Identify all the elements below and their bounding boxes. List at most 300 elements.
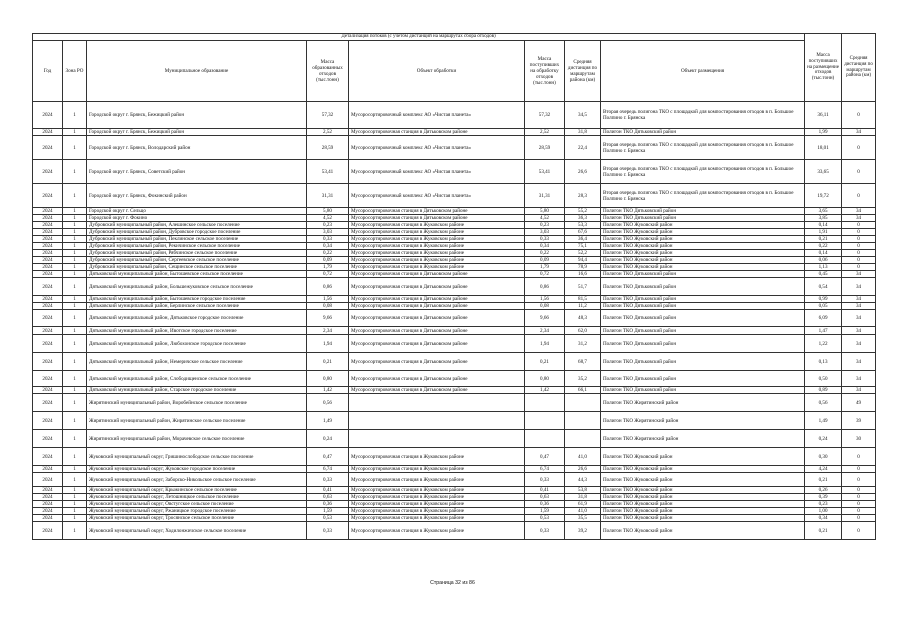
cell-distance-processed: 75,1 — [565, 243, 601, 250]
cell-zone: 1 — [63, 243, 87, 250]
cell-processing-object: Мусоросортировочная станция в Жуковском районе — [349, 448, 525, 466]
cell-distance-placed: 0 — [842, 250, 876, 257]
cell-distance-placed: 0 — [842, 243, 876, 250]
cell-distance-placed: 0 — [842, 229, 876, 236]
cell-municipality: Дятьковский муниципальный район, Ивотское городское поселение — [87, 327, 307, 335]
cell-processing-object: Мусоросортировочная станция в Дятьковском районе — [349, 296, 525, 303]
cell-municipality: Дятьковский муниципальный район, Немеричское сельское поселение — [87, 353, 307, 371]
cell-distance-placed: 0 — [842, 448, 876, 466]
cell-mass-placed: 36,11 — [805, 102, 842, 129]
cell-processing-object: Мусоросортировочная станция в Жуковском районе — [349, 473, 525, 487]
cell-placement-object: Полигон ТКО Дятьковский район — [601, 327, 805, 335]
cell-distance-placed: 34 — [842, 129, 876, 136]
cell-processing-object: Мусоросортировочная станция в Жуковском районе — [349, 487, 525, 494]
table-row — [33, 412, 876, 430]
cell-placement-object: Полигон ТКО Дятьковский район — [601, 208, 805, 215]
cell-distance-placed: 0 — [842, 184, 876, 208]
cell-zone: 1 — [63, 271, 87, 278]
cell-municipality: Дятьковский муниципальный район, Бытошевское сельское поселение — [87, 271, 307, 278]
cell-placement-object: Вторая очередь полигона ТКО с площадкой для компостирования отходов в п. Большое Полпино г. Брянска — [601, 160, 805, 184]
cell-mass-placed: 1,13 — [805, 264, 842, 271]
cell-zone: 1 — [63, 522, 87, 540]
cell-mass-generated: 0,56 — [307, 394, 349, 412]
cell-mass-processed: 0,86 — [525, 278, 565, 296]
cell-year: 2024 — [33, 215, 63, 222]
cell-zone: 1 — [63, 430, 87, 448]
cell-municipality: Дятьковский муниципальный район, Любохонское городское поселение — [87, 335, 307, 353]
cell-mass-processed: 2,52 — [525, 129, 565, 136]
cell-mass-generated: 31,31 — [307, 184, 349, 208]
table-title: Детализация потоков (с учетом дистанций на маршрутах сбора отходов) — [33, 34, 805, 41]
cell-placement-object: Полигон ТКО Жирятинский район — [601, 430, 805, 448]
table-row — [33, 229, 876, 236]
header-distance-placed: Средняя дистанция по маршрутам района (км) — [842, 34, 876, 102]
cell-municipality: Дубровский муниципальный район, Рябчинское сельское поселение — [87, 250, 307, 257]
cell-mass-placed: 0,14 — [805, 222, 842, 229]
cell-year: 2024 — [33, 102, 63, 129]
cell-processing-object: Мусоросортировочный комплекс АО «Чистая планета» — [349, 160, 525, 184]
table-row — [33, 387, 876, 394]
cell-placement-object: Полигон ТКО Жуковский район — [601, 243, 805, 250]
cell-mass-processed: 0,33 — [525, 236, 565, 243]
cell-mass-processed: 1,56 — [525, 296, 565, 303]
page-number: Страница 32 из 86 — [430, 580, 475, 586]
cell-municipality: Жуковский муниципальный округ, Гришинослободское сельское поселение — [87, 448, 307, 466]
cell-mass-placed: 1,91 — [805, 229, 842, 236]
cell-year: 2024 — [33, 335, 63, 353]
table-row — [33, 257, 876, 264]
table-row — [33, 335, 876, 353]
cell-municipality: Жирятинский муниципальный район, Воробейнское сельское поселение — [87, 394, 307, 412]
cell-mass-processed: 2,34 — [525, 327, 565, 335]
cell-year: 2024 — [33, 310, 63, 327]
cell-distance-processed: 68,7 — [565, 353, 601, 371]
cell-zone: 1 — [63, 222, 87, 229]
cell-distance-processed: 31,8 — [565, 129, 601, 136]
cell-distance-placed: 0 — [842, 487, 876, 494]
cell-processing-object: Мусоросортировочная станция в Жуковском районе — [349, 243, 525, 250]
cell-municipality: Дятьковский муниципальный район, Берлинское сельское поселение — [87, 303, 307, 310]
cell-mass-generated: 0,33 — [307, 522, 349, 540]
cell-zone: 1 — [63, 494, 87, 501]
cell-mass-processed: 1,59 — [525, 508, 565, 515]
cell-distance-processed: 34,5 — [565, 102, 601, 129]
table-row — [33, 160, 876, 184]
table-row — [33, 296, 876, 303]
cell-mass-generated: 0,33 — [307, 473, 349, 487]
cell-year: 2024 — [33, 448, 63, 466]
cell-mass-processed: 0,33 — [525, 473, 565, 487]
cell-placement-object: Полигон ТКО Жуковский район — [601, 515, 805, 522]
cell-distance-placed: 0 — [842, 522, 876, 540]
cell-year: 2024 — [33, 508, 63, 515]
table-row — [33, 271, 876, 278]
cell-mass-placed: 33,65 — [805, 160, 842, 184]
cell-municipality: Городской округ г. Брянск, Бежицкий район — [87, 129, 307, 136]
cell-year: 2024 — [33, 136, 63, 160]
cell-municipality: Жуковский муниципальный округ, Заборско-Никольское сельское поселение — [87, 473, 307, 487]
cell-mass-generated: 0,53 — [307, 515, 349, 522]
cell-distance-processed: 78,9 — [565, 264, 601, 271]
cell-placement-object: Полигон ТКО Дятьковский район — [601, 271, 805, 278]
cell-distance-processed — [565, 412, 601, 430]
header-processing-object: Объект обработки — [349, 41, 525, 102]
table-row — [33, 522, 876, 540]
table-row — [33, 394, 876, 412]
cell-mass-generated: 0,41 — [307, 487, 349, 494]
cell-municipality: Жуковский муниципальный округ, Тросянское сельское поселение — [87, 515, 307, 522]
cell-mass-placed: 0,54 — [805, 278, 842, 296]
cell-mass-processed: 31,31 — [525, 184, 565, 208]
cell-placement-object: Полигон ТКО Дятьковский район — [601, 303, 805, 310]
table-row — [33, 208, 876, 215]
cell-mass-processed — [525, 430, 565, 448]
cell-year: 2024 — [33, 394, 63, 412]
cell-processing-object: Мусоросортировочная станция в Жуковском районе — [349, 515, 525, 522]
cell-distance-processed: 11,2 — [565, 303, 601, 310]
cell-placement-object: Полигон ТКО Жирятинский район — [601, 394, 805, 412]
cell-distance-processed: 31,2 — [565, 335, 601, 353]
cell-processing-object: Мусоросортировочная станция в Жуковском районе — [349, 250, 525, 257]
cell-distance-placed: 0 — [842, 501, 876, 508]
cell-distance-processed: 67,6 — [565, 229, 601, 236]
cell-mass-generated: 6,74 — [307, 466, 349, 473]
cell-placement-object: Полигон ТКО Жуковский район — [601, 257, 805, 264]
cell-processing-object: Мусоросортировочная станция в Дятьковском районе — [349, 271, 525, 278]
cell-processing-object: Мусоросортировочная станция в Дятьковском районе — [349, 387, 525, 394]
cell-distance-processed: 66,1 — [565, 387, 601, 394]
cell-mass-generated: 0,86 — [307, 278, 349, 296]
cell-distance-processed: 39,2 — [565, 522, 601, 540]
cell-distance-processed: 26,6 — [565, 160, 601, 184]
cell-municipality: Дубровский муниципальный район, Дубровское городское поселение — [87, 229, 307, 236]
cell-distance-processed: 31,8 — [565, 494, 601, 501]
document-sheet — [32, 33, 876, 540]
cell-municipality: Дятьковский муниципальный район, Бытошевское городское поселение — [87, 296, 307, 303]
cell-mass-generated: 4,52 — [307, 215, 349, 222]
cell-year: 2024 — [33, 271, 63, 278]
cell-municipality: Жуковский муниципальный округ, Жуковское городское поселение — [87, 466, 307, 473]
cell-mass-generated: 1,49 — [307, 412, 349, 430]
cell-placement-object: Полигон ТКО Дятьковский район — [601, 129, 805, 136]
cell-municipality: Жуковский муниципальный округ, Летошницкое сельское поселение — [87, 494, 307, 501]
cell-municipality: Жирятинский муниципальный район, Жирятинское сельское поселение — [87, 412, 307, 430]
cell-distance-processed: 53,3 — [565, 222, 601, 229]
cell-placement-object: Полигон ТКО Жуковский район — [601, 494, 805, 501]
header-placement-object: Объект размещения — [601, 41, 805, 102]
cell-processing-object: Мусоросортировочная станция в Жуковском районе — [349, 236, 525, 243]
cell-distance-processed: 35,5 — [565, 515, 601, 522]
cell-municipality: Жуковский муниципальный округ, Ржаницкое городское поселение — [87, 508, 307, 515]
table-row — [33, 222, 876, 229]
header-mass-generated: Масса образованных отходов (тыс.тонн) — [307, 41, 349, 102]
cell-mass-placed: 3,85 — [805, 215, 842, 222]
cell-distance-processed: 48,3 — [565, 310, 601, 327]
cell-mass-processed — [525, 412, 565, 430]
cell-distance-placed: 34 — [842, 215, 876, 222]
cell-distance-placed: 0 — [842, 236, 876, 243]
cell-placement-object: Вторая очередь полигона ТКО с площадкой для компостирования отходов в п. Большое Полпино г. Брянска — [601, 184, 805, 208]
cell-distance-processed: 16,6 — [565, 271, 601, 278]
cell-mass-generated: 0,80 — [307, 371, 349, 387]
cell-mass-placed: 0,21 — [805, 522, 842, 540]
cell-zone: 1 — [63, 215, 87, 222]
cell-year: 2024 — [33, 296, 63, 303]
cell-placement-object: Полигон ТКО Жуковский район — [601, 466, 805, 473]
cell-mass-processed: 0,33 — [525, 522, 565, 540]
cell-mass-processed: 28,59 — [525, 136, 565, 160]
cell-distance-placed: 0 — [842, 160, 876, 184]
cell-processing-object: Мусоросортировочная станция в Дятьковском районе — [349, 129, 525, 136]
cell-year: 2024 — [33, 129, 63, 136]
cell-mass-processed: 0,21 — [525, 353, 565, 371]
cell-placement-object: Полигон ТКО Жуковский район — [601, 222, 805, 229]
cell-distance-placed: 0 — [842, 473, 876, 487]
cell-zone: 1 — [63, 310, 87, 327]
cell-mass-processed: 0,72 — [525, 271, 565, 278]
cell-processing-object: Мусоросортировочный комплекс АО «Чистая планета» — [349, 184, 525, 208]
cell-processing-object: Мусоросортировочный комплекс АО «Чистая планета» — [349, 102, 525, 129]
cell-zone: 1 — [63, 394, 87, 412]
cell-processing-object: Мусоросортировочная станция в Жуковском районе — [349, 264, 525, 271]
cell-distance-processed: 28,3 — [565, 184, 601, 208]
cell-mass-processed: 0,22 — [525, 250, 565, 257]
header-distance-processed: Средняя дистанция по маршрутам района (км) — [565, 41, 601, 102]
cell-distance-processed — [565, 394, 601, 412]
cell-year: 2024 — [33, 184, 63, 208]
cell-distance-processed: 41,0 — [565, 448, 601, 466]
cell-placement-object: Полигон ТКО Жуковский район — [601, 229, 805, 236]
table-row — [33, 494, 876, 501]
cell-distance-processed: 52,2 — [565, 250, 601, 257]
cell-distance-placed: 0 — [842, 136, 876, 160]
table-row — [33, 278, 876, 296]
cell-placement-object: Полигон ТКО Жуковский район — [601, 264, 805, 271]
cell-mass-placed: 0,24 — [805, 430, 842, 448]
cell-processing-object: Мусоросортировочная станция в Дятьковском районе — [349, 303, 525, 310]
cell-zone: 1 — [63, 102, 87, 129]
cell-mass-placed: 0,23 — [805, 501, 842, 508]
cell-processing-object: Мусоросортировочная станция в Жуковском районе — [349, 522, 525, 540]
cell-processing-object: Мусоросортировочный комплекс АО «Чистая планета» — [349, 136, 525, 160]
cell-year: 2024 — [33, 522, 63, 540]
cell-year: 2024 — [33, 473, 63, 487]
cell-mass-processed: 57,32 — [525, 102, 565, 129]
cell-year: 2024 — [33, 222, 63, 229]
cell-zone: 1 — [63, 160, 87, 184]
cell-mass-processed: 0,23 — [525, 222, 565, 229]
table-row — [33, 264, 876, 271]
table-row — [33, 184, 876, 208]
table-row — [33, 327, 876, 335]
cell-municipality: Жирятинский муниципальный район, Морачевское сельское поселение — [87, 430, 307, 448]
cell-zone: 1 — [63, 129, 87, 136]
cell-municipality: Дубровский муниципальный район, Алешинское сельское поселение — [87, 222, 307, 229]
cell-year: 2024 — [33, 250, 63, 257]
cell-distance-placed: 34 — [842, 327, 876, 335]
cell-mass-generated: 2,34 — [307, 327, 349, 335]
cell-processing-object: Мусоросортировочная станция в Дятьковском районе — [349, 327, 525, 335]
cell-mass-placed: 0,21 — [805, 236, 842, 243]
cell-distance-processed: 44,3 — [565, 473, 601, 487]
cell-placement-object: Полигон ТКО Жуковский район — [601, 501, 805, 508]
cell-distance-placed: 49 — [842, 394, 876, 412]
cell-mass-generated: 2,52 — [307, 129, 349, 136]
cell-mass-processed: 4,52 — [525, 215, 565, 222]
cell-mass-placed: 0,56 — [805, 394, 842, 412]
cell-municipality: Дубровский муниципальный район, Рекичинское сельское поселение — [87, 243, 307, 250]
cell-zone: 1 — [63, 250, 87, 257]
cell-zone: 1 — [63, 487, 87, 494]
cell-distance-placed: 34 — [842, 310, 876, 327]
cell-municipality: Дятьковский муниципальный район, Дятьковское городское поселение — [87, 310, 307, 327]
cell-distance-processed: 22,4 — [565, 136, 601, 160]
cell-year: 2024 — [33, 160, 63, 184]
cell-processing-object: Мусоросортировочная станция в Дятьковском районе — [349, 353, 525, 371]
cell-mass-placed: 1,00 — [805, 508, 842, 515]
cell-distance-processed: 26,6 — [565, 466, 601, 473]
cell-mass-generated: 0,33 — [307, 236, 349, 243]
cell-mass-placed: 19,72 — [805, 184, 842, 208]
table-row — [33, 487, 876, 494]
cell-distance-placed: 0 — [842, 257, 876, 264]
cell-year: 2024 — [33, 494, 63, 501]
cell-distance-placed: 0 — [842, 494, 876, 501]
cell-zone: 1 — [63, 327, 87, 335]
cell-mass-placed: 0,39 — [805, 494, 842, 501]
cell-zone: 1 — [63, 208, 87, 215]
cell-year: 2024 — [33, 278, 63, 296]
cell-municipality: Дубровский муниципальный район, Пеклинское сельское поселение — [87, 236, 307, 243]
table-row — [33, 515, 876, 522]
cell-mass-placed: 0,99 — [805, 296, 842, 303]
cell-mass-generated: 9,66 — [307, 310, 349, 327]
cell-zone: 1 — [63, 412, 87, 430]
cell-zone: 1 — [63, 387, 87, 394]
table-row — [33, 310, 876, 327]
cell-distance-placed: 39 — [842, 412, 876, 430]
cell-distance-placed: 34 — [842, 353, 876, 371]
table-row — [33, 430, 876, 448]
cell-year: 2024 — [33, 430, 63, 448]
table-row — [33, 236, 876, 243]
cell-mass-placed: 4,24 — [805, 466, 842, 473]
cell-zone: 1 — [63, 296, 87, 303]
cell-mass-placed: 0,50 — [805, 371, 842, 387]
cell-mass-generated: 0,34 — [307, 243, 349, 250]
cell-mass-processed: 0,09 — [525, 257, 565, 264]
cell-mass-placed: 1,99 — [805, 129, 842, 136]
cell-mass-processed: 6,74 — [525, 466, 565, 473]
table-row — [33, 448, 876, 466]
cell-mass-generated: 0,72 — [307, 271, 349, 278]
cell-zone: 1 — [63, 473, 87, 487]
cell-mass-generated: 0,08 — [307, 303, 349, 310]
cell-processing-object: Мусоросортировочная станция в Жуковском районе — [349, 494, 525, 501]
table-row — [33, 129, 876, 136]
cell-mass-placed: 3,65 — [805, 208, 842, 215]
cell-year: 2024 — [33, 515, 63, 522]
cell-year: 2024 — [33, 303, 63, 310]
cell-year: 2024 — [33, 208, 63, 215]
cell-mass-generated: 3,03 — [307, 229, 349, 236]
cell-placement-object: Полигон ТКО Жуковский район — [601, 522, 805, 540]
cell-placement-object: Полигон ТКО Дятьковский район — [601, 353, 805, 371]
cell-zone: 1 — [63, 264, 87, 271]
cell-zone: 1 — [63, 508, 87, 515]
cell-distance-placed: 0 — [842, 102, 876, 129]
cell-placement-object: Полигон ТКО Дятьковский район — [601, 215, 805, 222]
cell-distance-processed: 55,2 — [565, 208, 601, 215]
table-row — [33, 303, 876, 310]
header-mass-placed: Масса поступивших на размещение отходов (тыс.тонн) — [805, 34, 842, 102]
cell-mass-placed: 0,21 — [805, 473, 842, 487]
cell-placement-object: Полигон ТКО Дятьковский район — [601, 387, 805, 394]
cell-mass-placed: 0,30 — [805, 448, 842, 466]
cell-zone: 1 — [63, 278, 87, 296]
cell-placement-object: Полигон ТКО Жуковский район — [601, 487, 805, 494]
cell-municipality: Городской округ г. Брянск, Бежицкий район — [87, 102, 307, 129]
cell-mass-generated: 0,47 — [307, 448, 349, 466]
cell-distance-placed: 34 — [842, 278, 876, 296]
cell-distance-placed: 34 — [842, 303, 876, 310]
cell-zone: 1 — [63, 466, 87, 473]
cell-placement-object: Полигон ТКО Жирятинский район — [601, 412, 805, 430]
cell-processing-object — [349, 394, 525, 412]
cell-mass-processed: 53,41 — [525, 160, 565, 184]
table-row — [33, 215, 876, 222]
cell-municipality: Жуковский муниципальный округ, Крыжинское сельское поселение — [87, 487, 307, 494]
cell-municipality: Жуковский муниципальный округ, Ходилонжичское сельское поселение — [87, 522, 307, 540]
cell-mass-generated: 1,94 — [307, 335, 349, 353]
cell-zone: 1 — [63, 371, 87, 387]
cell-year: 2024 — [33, 501, 63, 508]
header-mass-processed: Масса поступивших на обработку отходов (тыс.тонн) — [525, 41, 565, 102]
cell-mass-generated: 1,42 — [307, 387, 349, 394]
cell-year: 2024 — [33, 264, 63, 271]
table-row — [33, 353, 876, 371]
header-zone: Зона РО — [63, 41, 87, 102]
cell-zone: 1 — [63, 501, 87, 508]
cell-mass-generated: 5,80 — [307, 208, 349, 215]
cell-mass-processed: 0,41 — [525, 487, 565, 494]
cell-placement-object: Вторая очередь полигона ТКО с площадкой для компостирования отходов в п. Большое Полпино г. Брянска — [601, 102, 805, 129]
cell-processing-object: Мусоросортировочная станция в Жуковском районе — [349, 229, 525, 236]
cell-processing-object: Мусоросортировочная станция в Дятьковском районе — [349, 208, 525, 215]
cell-mass-generated: 57,32 — [307, 102, 349, 129]
table-row — [33, 250, 876, 257]
cell-processing-object: Мусоросортировочная станция в Дятьковском районе — [349, 310, 525, 327]
cell-municipality: Городской округ г. Фокино — [87, 215, 307, 222]
cell-distance-placed: 34 — [842, 387, 876, 394]
cell-distance-placed: 0 — [842, 264, 876, 271]
table-row — [33, 102, 876, 129]
cell-distance-processed: 41,0 — [565, 508, 601, 515]
cell-year: 2024 — [33, 236, 63, 243]
cell-mass-generated: 0,09 — [307, 257, 349, 264]
cell-distance-processed: 62,0 — [565, 327, 601, 335]
cell-mass-generated: 0,23 — [307, 222, 349, 229]
table-row — [33, 371, 876, 387]
cell-municipality: Дубровский муниципальный район, Сещинское сельское поселение — [87, 264, 307, 271]
cell-zone: 1 — [63, 236, 87, 243]
cell-distance-placed: 30 — [842, 430, 876, 448]
cell-distance-placed: 34 — [842, 371, 876, 387]
cell-placement-object: Полигон ТКО Жуковский район — [601, 448, 805, 466]
cell-distance-placed: 34 — [842, 296, 876, 303]
cell-zone: 1 — [63, 136, 87, 160]
table-row — [33, 501, 876, 508]
